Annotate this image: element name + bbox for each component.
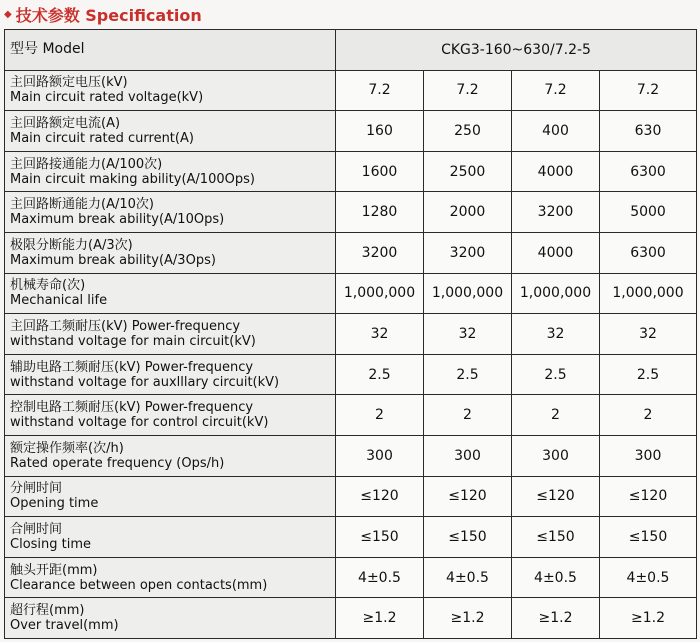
- parameter-label-en: Over travel(mm): [10, 618, 119, 634]
- value-cell: 5000: [600, 192, 697, 233]
- value-cell: 7.2: [424, 70, 512, 111]
- value-cell: 3200: [336, 232, 424, 273]
- parameter-label-cn: 机械寿命(次): [10, 278, 86, 294]
- parameter-label-cn: 分闸时间: [10, 481, 63, 497]
- value-cell: 2: [600, 395, 697, 436]
- value-cell: 32: [424, 314, 512, 355]
- value-cell: 1,000,000: [512, 273, 600, 314]
- parameter-label-en: Closing time: [10, 536, 92, 552]
- value-cell: ≤150: [336, 517, 424, 558]
- parameter-label-cn: 主回路额定电流(A): [10, 115, 121, 131]
- spec-row: [5, 354, 697, 395]
- parameter-label-en: Mechanical life: [10, 293, 108, 309]
- value-cell: ≤120: [336, 476, 424, 517]
- value-cell: 300: [424, 435, 512, 476]
- parameter-label-en: Maximum break ability(A/10Ops): [10, 212, 225, 228]
- parameter-cell: [5, 232, 336, 273]
- spec-row: [5, 70, 697, 111]
- value-cell: 3200: [424, 232, 512, 273]
- value-cell: ≤150: [424, 517, 512, 558]
- parameter-cell: [5, 151, 336, 192]
- value-cell: 4000: [512, 151, 600, 192]
- spec-row: [5, 273, 697, 314]
- parameter-label-cn: 额定操作频率(次/h): [10, 440, 124, 456]
- diamond-icon: ◆: [4, 8, 12, 20]
- section-title: [4, 3, 202, 25]
- value-cell: 300: [512, 435, 600, 476]
- spec-row: [5, 557, 697, 598]
- value-cell: 7.2: [512, 70, 600, 111]
- parameter-label-en: Main circuit rated voltage(kV): [10, 90, 204, 106]
- value-cell: ≥1.2: [336, 598, 424, 639]
- value-cell: 2500: [424, 151, 512, 192]
- header-label-cell: [5, 30, 336, 71]
- parameter-cell: [5, 314, 336, 355]
- spec-row: [5, 232, 697, 273]
- value-cell: 1280: [336, 192, 424, 233]
- value-cell: 6300: [600, 151, 697, 192]
- value-cell: 4±0.5: [336, 557, 424, 598]
- value-cell: ≥1.2: [424, 598, 512, 639]
- parameter-cell: [5, 70, 336, 111]
- value-cell: 2000: [424, 192, 512, 233]
- parameter-label-en: Rated operate frequency (Ops/h): [10, 455, 225, 471]
- parameter-label-en: Maximum break ability(A/3Ops): [10, 252, 216, 268]
- parameter-label-cn: 主回路断通能力(A/10次): [10, 197, 154, 213]
- value-cell: 250: [424, 111, 512, 152]
- parameter-label-cn: 极限分断能力(A/3次): [10, 237, 133, 253]
- value-cell: ≤120: [424, 476, 512, 517]
- parameter-label-en: Clearance between open contacts(mm): [10, 577, 268, 593]
- model-cell: CKG3-160~630/7.2-5: [336, 30, 697, 71]
- parameter-label-cn: 控制电路工频耐压(kV) Power-frequency: [10, 400, 254, 416]
- parameter-label-en: withstand voltage for main circuit(kV): [10, 333, 256, 349]
- spec-row: [5, 517, 697, 558]
- value-cell: 32: [512, 314, 600, 355]
- value-cell: 2: [512, 395, 600, 436]
- header-label: 型号 Model: [10, 41, 85, 58]
- spec-row: [5, 395, 697, 436]
- value-cell: 2: [424, 395, 512, 436]
- parameter-cell: [5, 111, 336, 152]
- spec-row: [5, 151, 697, 192]
- value-cell: 32: [336, 314, 424, 355]
- header-row: [5, 30, 697, 71]
- value-cell: ≤150: [600, 517, 697, 558]
- spec-row: [5, 111, 697, 152]
- parameter-label-en: withstand voltage for control circuit(kV): [10, 415, 269, 431]
- value-cell: 1,000,000: [424, 273, 512, 314]
- spec-row: [5, 476, 697, 517]
- value-cell: 3200: [512, 192, 600, 233]
- value-cell: 630: [600, 111, 697, 152]
- parameter-label-en: Opening time: [10, 496, 99, 512]
- parameter-cell: [5, 435, 336, 476]
- parameter-cell: [5, 273, 336, 314]
- value-cell: 6300: [600, 232, 697, 273]
- parameter-cell: [5, 395, 336, 436]
- spec-row: [5, 598, 697, 639]
- value-cell: 2.5: [512, 354, 600, 395]
- value-cell: 4000: [512, 232, 600, 273]
- value-cell: 2.5: [336, 354, 424, 395]
- value-cell: ≤120: [512, 476, 600, 517]
- parameter-label-en: withstand voltage for auxlllary circuit(kV): [10, 374, 280, 390]
- parameter-cell: [5, 354, 336, 395]
- parameter-label-cn: 主回路额定电压(kV): [10, 75, 128, 91]
- specification-table: [4, 29, 697, 639]
- parameter-label-cn: 超行程(mm): [10, 603, 85, 619]
- parameter-label-cn: 主回路工频耐压(kV) Power-frequency: [10, 318, 241, 334]
- value-cell: 2.5: [424, 354, 512, 395]
- value-cell: 4±0.5: [424, 557, 512, 598]
- value-cell: 7.2: [336, 70, 424, 111]
- value-cell: 300: [336, 435, 424, 476]
- value-cell: 2.5: [600, 354, 697, 395]
- value-cell: 4±0.5: [600, 557, 697, 598]
- parameter-cell: [5, 598, 336, 639]
- value-cell: 400: [512, 111, 600, 152]
- value-cell: ≥1.2: [512, 598, 600, 639]
- value-cell: 300: [600, 435, 697, 476]
- value-cell: ≥1.2: [600, 598, 697, 639]
- spec-row: [5, 192, 697, 233]
- value-cell: 1600: [336, 151, 424, 192]
- value-cell: 2: [336, 395, 424, 436]
- value-cell: 7.2: [600, 70, 697, 111]
- parameter-label-en: Main circuit rated current(A): [10, 130, 194, 146]
- parameter-label-cn: 辅助电路工频耐压(kV) Power-frequency: [10, 359, 254, 375]
- value-cell: 1,000,000: [600, 273, 697, 314]
- parameter-cell: [5, 557, 336, 598]
- value-cell: 160: [336, 111, 424, 152]
- value-cell: ≤150: [512, 517, 600, 558]
- parameter-cell: [5, 192, 336, 233]
- parameter-label-cn: 主回路接通能力(A/100次): [10, 156, 163, 172]
- parameter-cell: [5, 476, 336, 517]
- spec-row: [5, 314, 697, 355]
- value-cell: 32: [600, 314, 697, 355]
- value-cell: 1,000,000: [336, 273, 424, 314]
- section-title-text: 技术参数 Specification: [15, 5, 202, 25]
- value-cell: ≤120: [600, 476, 697, 517]
- parameter-cell: [5, 517, 336, 558]
- spec-row: [5, 435, 697, 476]
- value-cell: 4±0.5: [512, 557, 600, 598]
- parameter-label-cn: 合闸时间: [10, 521, 63, 537]
- parameter-label-cn: 触头开距(mm): [10, 562, 98, 578]
- parameter-label-en: Main circuit making ability(A/100Ops): [10, 171, 255, 187]
